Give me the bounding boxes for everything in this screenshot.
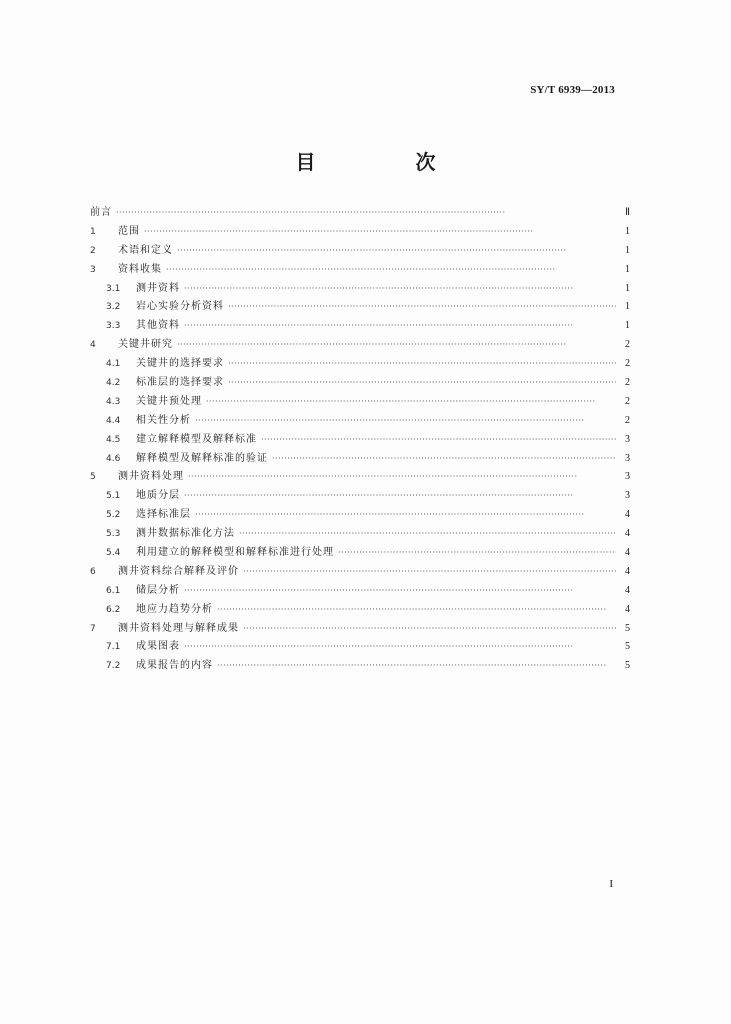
toc-entry-page: 2 — [625, 358, 630, 370]
toc-entry-number: 5.2 — [106, 510, 121, 521]
toc-entry-number: 3.1 — [106, 283, 121, 294]
toc-entry-page: 3 — [625, 490, 630, 502]
toc-entry[interactable] — [90, 525, 630, 544]
toc-entry[interactable] — [90, 506, 630, 525]
toc-entry-page: 5 — [625, 660, 630, 672]
dot-leader — [184, 317, 616, 336]
toc-entry-page: 2 — [625, 414, 630, 426]
dot-leader — [177, 242, 616, 261]
toc-entry-label: 解释模型及解释标准的验证 — [136, 452, 268, 464]
toc-entry-label: 测井资料处理 — [118, 471, 184, 483]
toc-entry-label: 测井数据标准化方法 — [136, 528, 235, 540]
toc-entry-label: 其他资料 — [136, 320, 180, 332]
toc-entry[interactable] — [90, 204, 630, 223]
toc-entry-page: 1 — [625, 263, 630, 275]
dot-leader — [177, 336, 616, 355]
dot-leader — [261, 431, 616, 450]
toc-entry-number: 1 — [90, 226, 96, 237]
toc-entry-label: 测井资料处理与解释成果 — [118, 622, 239, 634]
toc-entry-number: 5 — [90, 472, 96, 483]
toc-entry[interactable] — [90, 544, 630, 563]
toc-entry[interactable] — [90, 280, 630, 299]
toc-entry[interactable] — [90, 412, 630, 431]
dot-leader — [184, 638, 616, 657]
toc-entry-number: 3.2 — [106, 302, 121, 313]
toc-entry-page: 1 — [625, 301, 630, 313]
toc-entry[interactable] — [90, 393, 630, 412]
toc-entry-page: 1 — [625, 282, 630, 294]
toc-entry-number: 7 — [90, 623, 96, 634]
toc-entry-page: 5 — [625, 641, 630, 653]
toc-entry[interactable] — [90, 355, 630, 374]
toc-entry-label: 地质分层 — [136, 490, 180, 502]
page-number: I — [609, 878, 613, 890]
toc-entry-number: 4.4 — [106, 415, 121, 426]
dot-leader — [239, 525, 616, 544]
toc-entry-number: 3 — [90, 264, 96, 275]
toc-entry-number: 7.1 — [106, 642, 121, 653]
toc-entry-label: 关键井的选择要求 — [136, 358, 224, 370]
toc-entry-page: 1 — [625, 244, 630, 256]
toc-entry-label: 地应力趋势分析 — [136, 603, 213, 615]
toc-entry[interactable] — [90, 638, 630, 657]
toc-entry[interactable] — [90, 261, 630, 280]
toc-entry-label: 成果报告的内容 — [136, 660, 213, 672]
toc-entry-label: 关键井研究 — [118, 339, 173, 351]
toc-entry-number: 4.6 — [106, 453, 121, 464]
toc-entry-number: 6.1 — [106, 585, 121, 596]
dot-leader — [166, 261, 616, 280]
dot-leader — [272, 450, 616, 469]
dot-leader — [184, 582, 616, 601]
toc-entry-number: 5.3 — [106, 529, 121, 540]
toc-entry-number: 3.3 — [106, 321, 121, 332]
toc-entry-label: 选择标准层 — [136, 509, 191, 521]
toc-entry-label: 关键井预处理 — [136, 395, 202, 407]
toc-entry-page: 4 — [625, 603, 630, 615]
toc-entry-label: 岩心实验分析资料 — [136, 301, 224, 313]
toc-entry-page: 4 — [625, 547, 630, 559]
toc-entry[interactable] — [90, 374, 630, 393]
toc-entry-page: 4 — [625, 509, 630, 521]
toc-entry-label: 标准层的选择要求 — [136, 377, 224, 389]
dot-leader — [243, 620, 616, 639]
toc-entry-page: 3 — [625, 452, 630, 464]
toc-entry[interactable] — [90, 336, 630, 355]
toc-entry-label: 测井资料综合解释及评价 — [118, 565, 239, 577]
toc-entry-number: 6 — [90, 566, 96, 577]
toc-entry-number: 4.5 — [106, 434, 121, 445]
toc-entry-number: 7.2 — [106, 661, 121, 672]
toc-entry-page: Ⅱ — [625, 207, 630, 218]
toc-entry-label: 建立解释模型及解释标准 — [136, 433, 257, 445]
page-title: 目 次 — [295, 150, 476, 174]
dot-leader — [206, 393, 616, 412]
toc-entry[interactable] — [90, 487, 630, 506]
dot-leader — [195, 506, 616, 525]
toc-entry-page: 3 — [625, 471, 630, 483]
dot-leader — [184, 487, 616, 506]
dot-leader — [195, 412, 616, 431]
toc-entry-page: 1 — [625, 320, 630, 332]
toc-entry[interactable] — [90, 620, 630, 639]
dot-leader — [217, 657, 616, 676]
toc-entry[interactable] — [90, 657, 630, 676]
toc-entry-label: 测井资料 — [136, 282, 180, 294]
toc-entry-label: 资料收集 — [118, 263, 162, 275]
toc-entry-number: 6.2 — [106, 604, 121, 615]
toc-entry-number: 4.2 — [106, 378, 121, 389]
toc-entry-page: 5 — [625, 622, 630, 634]
toc-entry[interactable] — [90, 563, 630, 582]
toc-entry[interactable] — [90, 223, 630, 242]
toc-entry[interactable] — [90, 468, 630, 487]
dot-leader — [144, 223, 616, 242]
dot-leader — [184, 280, 616, 299]
toc-entry-page: 2 — [625, 339, 630, 351]
toc-entry-page: 2 — [625, 395, 630, 407]
dot-leader — [338, 544, 616, 563]
toc-entry-page: 1 — [625, 225, 630, 237]
dot-leader — [228, 298, 616, 317]
standard-code: SY/T 6939—2013 — [530, 84, 615, 96]
toc-entry-page: 4 — [625, 528, 630, 540]
toc-entry-page: 2 — [625, 377, 630, 389]
dot-leader — [188, 468, 616, 487]
toc-entry-label: 储层分析 — [136, 584, 180, 596]
toc-entry-page: 3 — [625, 433, 630, 445]
toc-entry-number: 4 — [90, 340, 96, 351]
toc-entry-page: 4 — [625, 584, 630, 596]
toc-entry-page: 4 — [625, 565, 630, 577]
toc-entry[interactable] — [90, 298, 630, 317]
toc-entry[interactable] — [90, 242, 630, 261]
toc-entry-number: 2 — [90, 245, 96, 256]
table-of-contents — [90, 204, 630, 676]
toc-entry[interactable] — [90, 450, 630, 469]
toc-entry-label: 范围 — [118, 225, 140, 237]
toc-entry-label: 利用建立的解释模型和解释标准进行处理 — [136, 547, 334, 559]
toc-entry-label: 成果图表 — [136, 641, 180, 653]
dot-leader — [228, 374, 616, 393]
toc-entry[interactable] — [90, 431, 630, 450]
dot-leader — [228, 355, 616, 374]
dot-leader — [217, 601, 616, 620]
toc-entry[interactable] — [90, 582, 630, 601]
dot-leader — [243, 563, 616, 582]
toc-entry-number: 4.1 — [106, 359, 121, 370]
toc-entry-number: 5.4 — [106, 548, 121, 559]
toc-entry-label: 术语和定义 — [118, 244, 173, 256]
toc-entry-label: 相关性分析 — [136, 414, 191, 426]
toc-entry[interactable] — [90, 317, 630, 336]
toc-entry[interactable] — [90, 601, 630, 620]
toc-entry-label: 前言 — [90, 207, 112, 218]
dot-leader — [116, 204, 616, 223]
toc-entry-number: 5.1 — [106, 491, 121, 502]
toc-entry-number: 4.3 — [106, 396, 121, 407]
